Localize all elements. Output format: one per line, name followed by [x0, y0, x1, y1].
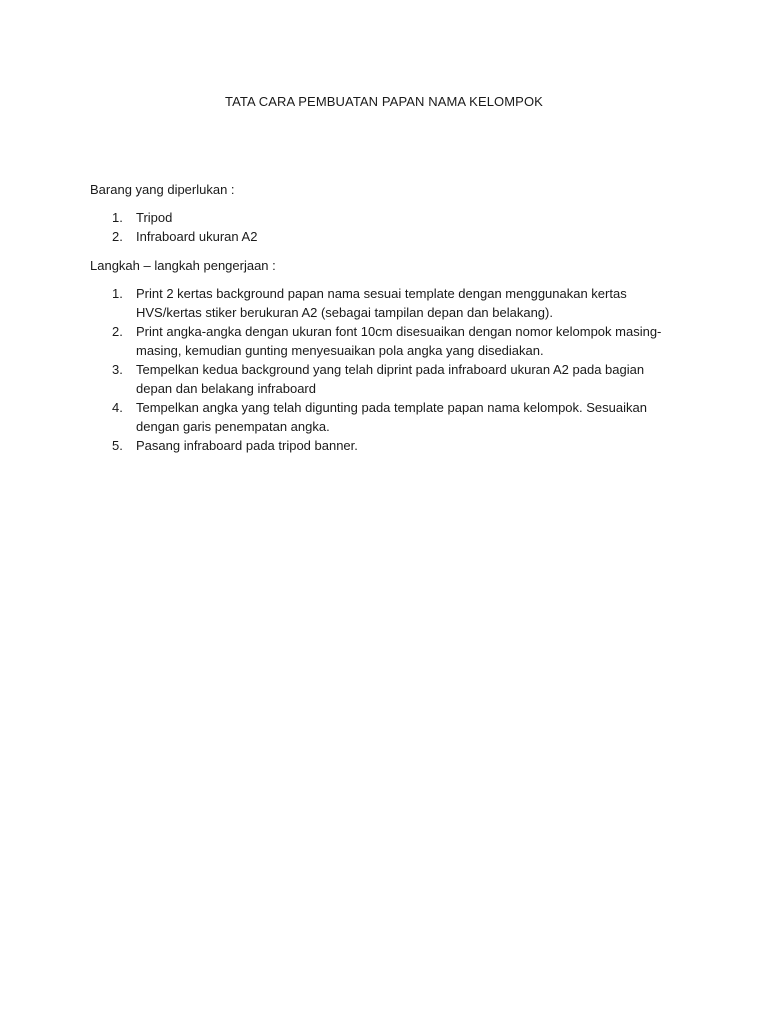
list-number: 4.: [112, 400, 123, 415]
steps-label: Langkah – langkah pengerjaan :: [90, 258, 276, 273]
list-text: Print 2 kertas background papan nama sesuai template dengan menggunakan kertas HVS/kertas stiker berukuran A2 (sebagai tampilan depan dan belakang).: [136, 286, 627, 320]
needs-list: [90, 208, 690, 246]
list-item: [90, 398, 690, 436]
list-text: Print angka-angka dengan ukuran font 10cm disesuaikan dengan nomor kelompok masing-masing, kemudian gunting menyesuaikan pola angka yang disediakan.: [136, 324, 662, 358]
list-number: 2.: [112, 229, 123, 244]
list-item: [90, 227, 690, 246]
list-text: Pasang infraboard pada tripod banner.: [136, 438, 358, 453]
list-item: [90, 436, 690, 455]
list-item: [90, 208, 690, 227]
list-item: [90, 322, 690, 360]
list-text: Tripod: [136, 210, 173, 225]
list-item: [90, 360, 690, 398]
list-text: Tempelkan kedua background yang telah diprint pada infraboard ukuran A2 pada bagian depan dan belakang infraboard: [136, 362, 645, 396]
needs-label: Barang yang diperlukan :: [90, 182, 235, 197]
list-number: 3.: [112, 362, 123, 377]
document-body: [90, 180, 690, 455]
list-item: [90, 284, 690, 322]
list-number: 2.: [112, 324, 123, 339]
list-number: 5.: [112, 438, 123, 453]
list-number: 1.: [112, 210, 123, 225]
steps-list: [90, 284, 690, 455]
list-text: Tempelkan angka yang telah digunting pada template papan nama kelompok. Sesuaikan dengan garis penempatan angka.: [136, 400, 647, 434]
list-text: Infraboard ukuran A2: [136, 229, 258, 244]
document-title: TATA CARA PEMBUATAN PAPAN NAMA KELOMPOK: [225, 94, 543, 109]
list-number: 1.: [112, 286, 123, 301]
